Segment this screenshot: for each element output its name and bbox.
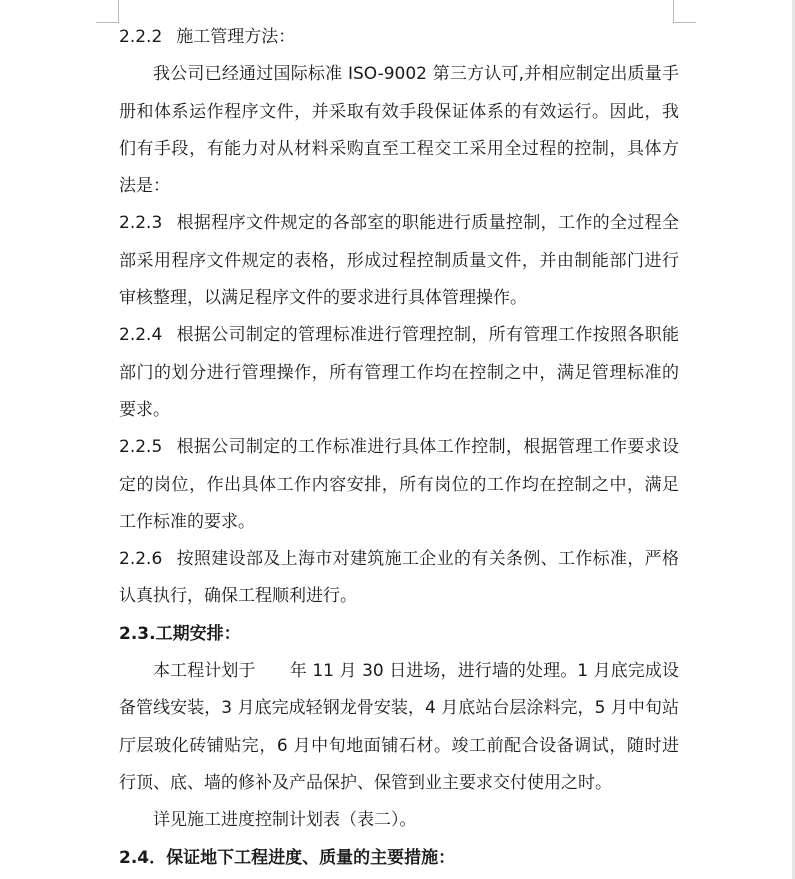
paragraph-text: 根据公司制定的工作标准进行具体工作控制，根据管理工作要求设定的岗位，作出具体工作内容安排，所有岗位的工作均在控制之中，满足工作标准的要求。	[119, 437, 679, 532]
paragraph-text: 我公司已经通过国际标准 ISO-9002 第三方认可,并相应制定出质量手册和体系运作程序文件，并采取有效手段保证体系的有效运行。因此，我们有手段，有能力对从材料采购直至工程交工采用全过程的控制，具体方法是：	[119, 64, 679, 197]
paragraph-2-2-6	[119, 541, 679, 616]
section-number: 2.2.2	[119, 27, 163, 47]
paragraph-text: 根据公司制定的管理标准进行管理控制，所有管理工作按照各职能部门的划分进行管理操作，所有管理工作均在控制之中，满足管理标准的要求。	[119, 325, 679, 420]
section-number: 2.2.3	[119, 213, 163, 234]
heading-2-4	[119, 840, 679, 877]
heading-text: 2.4．保证地下工程进度、质量的主要措施：	[119, 847, 456, 868]
paragraph-2-2-3	[119, 205, 679, 317]
paragraph-2-2-5	[119, 429, 679, 541]
heading-text: 2.3.工期安排：	[119, 623, 241, 644]
section-number: 2.2.5	[119, 437, 163, 458]
paragraph-text: 本工程计划于 年 11 月 30 日进场，进行墙的处理。1 月底完成设备管线安装，3 月底完成轻钢龙骨安装，4 月底站台层涂料完，5 月中旬站厅层玻化砖铺贴完，6 月中旬地面铺石材。竣工前配合设备调试，随时进行顶、底、墙的修补及产品保护、保管到业主要求交付使用之时。	[119, 661, 679, 793]
paragraph-text: 根据程序文件规定的各部室的职能进行质量控制，工作的全过程全部采用程序文件规定的表格，形成过程控制质量文件，并由制能部门进行审核整理，以满足程序文件的要求进行具体管理操作。	[119, 213, 679, 309]
paragraph-see-table	[119, 802, 679, 839]
document-body	[119, 19, 679, 877]
margin-mark-left-horizontal	[96, 22, 119, 23]
paragraph-schedule	[119, 653, 679, 802]
paragraph-text: 按照建设部及上海市对建筑施工企业的有关条例、工作标准，严格认真执行，确保工程顺利进行。	[119, 549, 679, 607]
heading-2-3	[119, 616, 679, 653]
section-number: 2.2.6	[119, 549, 163, 570]
section-number: 2.2.4	[119, 325, 163, 346]
paragraph-2-2-2	[119, 19, 679, 56]
paragraph-text: 详见施工进度控制计划表（表二）。	[153, 810, 417, 831]
paragraph-iso-intro	[119, 56, 679, 205]
paragraph-text: 施工管理方法：	[176, 27, 296, 47]
paragraph-2-2-4	[119, 317, 679, 429]
